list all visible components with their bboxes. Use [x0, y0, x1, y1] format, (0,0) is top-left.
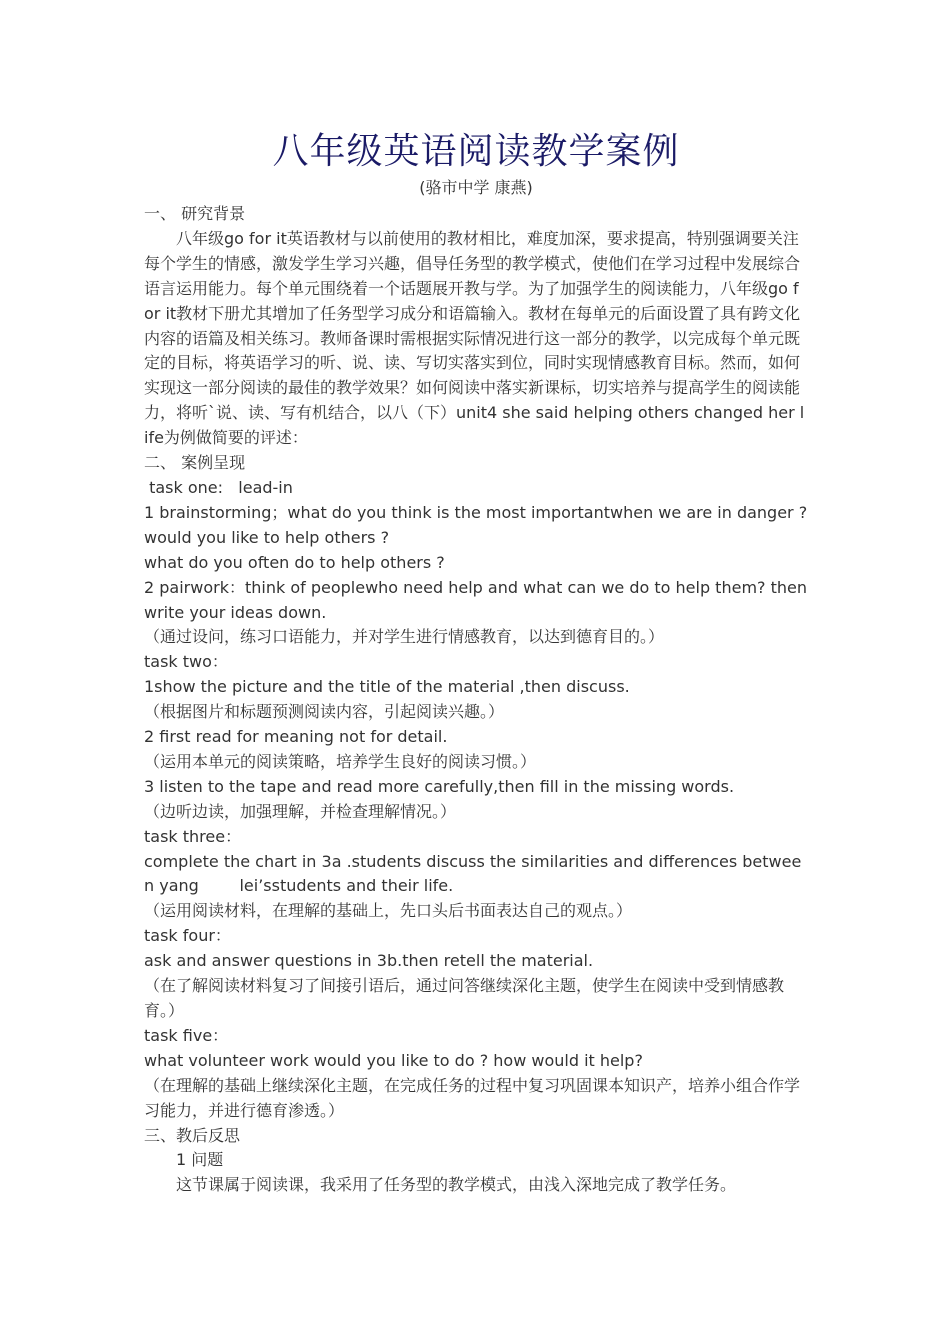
- author-line: (骆市中学 康燕): [419, 178, 533, 197]
- task-item: would you like to help others ?: [144, 527, 390, 547]
- task-note: （在了解阅读材料复习了间接引语后，通过问答继续深化主题，使学生在阅读中受到情感教育。）: [144, 976, 785, 1020]
- task-item: 2 first read for meaning not for detail.: [144, 727, 448, 747]
- task-note: （边听边读，加强理解，并检查理解情况。）: [144, 801, 457, 821]
- document-page: [144, 128, 813, 1198]
- task-note: （运用本单元的阅读策略，培养学生良好的阅读习惯。）: [144, 751, 537, 771]
- section-heading: 三、教后反思: [144, 1125, 241, 1145]
- task-item: ask and answer questions in 3b.then retell the material.: [144, 951, 594, 971]
- task-note: （在理解的基础上继续深化主题，在完成任务的过程中复习巩固课本知识产，培养小组合作学习能力，并进行德育渗透。）: [144, 1075, 801, 1120]
- task-item: what volunteer work would you like to do ? how would it help?: [144, 1050, 643, 1070]
- task-item: 1show the picture and the title of the material ,then discuss.: [144, 677, 630, 697]
- subsection-heading: 1 问题: [176, 1150, 224, 1170]
- document-title: 八年级英语阅读教学案例: [272, 131, 680, 172]
- section-heading: 二、 案例呈现: [144, 453, 246, 473]
- background-paragraph: 八年级go for it英语教材与以前使用的教材相比，难度加深，要求提高，特别强调要关注每个学生的情感，激发学生学习兴趣，倡导任务型的教学模式，使他们在学习过程中发展综合语言运用能力。每个单元围绕着一个话题展开教与学。为了加强学生的阅读能力，八年级go for it教材下册尤其增加了任务型学习成分和语篇输入。教材在每单元的后面设置了具有跨文化内容的语篇及相关练习。教师备课时需根据实际情况进行这一部分的教学，以完成每个单元既定的目标，将英语学习的听、说、读、写切实落实到位，同时实现情感教育目标。然而，如何实现这一部分阅读的最佳的教学效果？如何阅读中落实新课标，切实培养与提高学生的阅读能力，将听`说、读、写有机结合，以八（下）unit4 she said helping others changed her life为例做简要的评述：: [144, 228, 805, 448]
- task-label: task two：: [144, 652, 228, 672]
- task-label: task one: lead-in: [144, 477, 293, 497]
- task-item: what do you often do to help others ?: [144, 552, 445, 572]
- task-note: （根据图片和标题预测阅读内容，引起阅读兴趣。）: [144, 702, 505, 722]
- task-note: （运用阅读材料，在理解的基础上，先口头后书面表达自己的观点。）: [144, 901, 633, 921]
- task-item: complete the chart in 3a .students discuss the similarities and differences between yang lei’sstudents and their life.: [144, 851, 802, 896]
- task-item: 1 brainstorming；what do you think is the most importantwhen we are in danger ?: [144, 502, 808, 522]
- task-note: （通过设问，练习口语能力，并对学生进行情感教育，以达到德育目的。）: [144, 627, 665, 647]
- task-label: task five：: [144, 1025, 229, 1045]
- task-label: task three：: [144, 826, 242, 846]
- reflection-paragraph: 这节课属于阅读课，我采用了任务型的教学模式，由浅入深地完成了教学任务。: [176, 1175, 737, 1195]
- task-item: 3 listen to the tape and read more carefully,then fill in the missing words.: [144, 776, 735, 796]
- task-item: 2 pairwork：think of peoplewho need help and what can we do to help them? then write your ideas down.: [144, 577, 813, 622]
- task-label: task four：: [144, 926, 231, 946]
- section-heading: 一、 研究背景: [144, 204, 246, 223]
